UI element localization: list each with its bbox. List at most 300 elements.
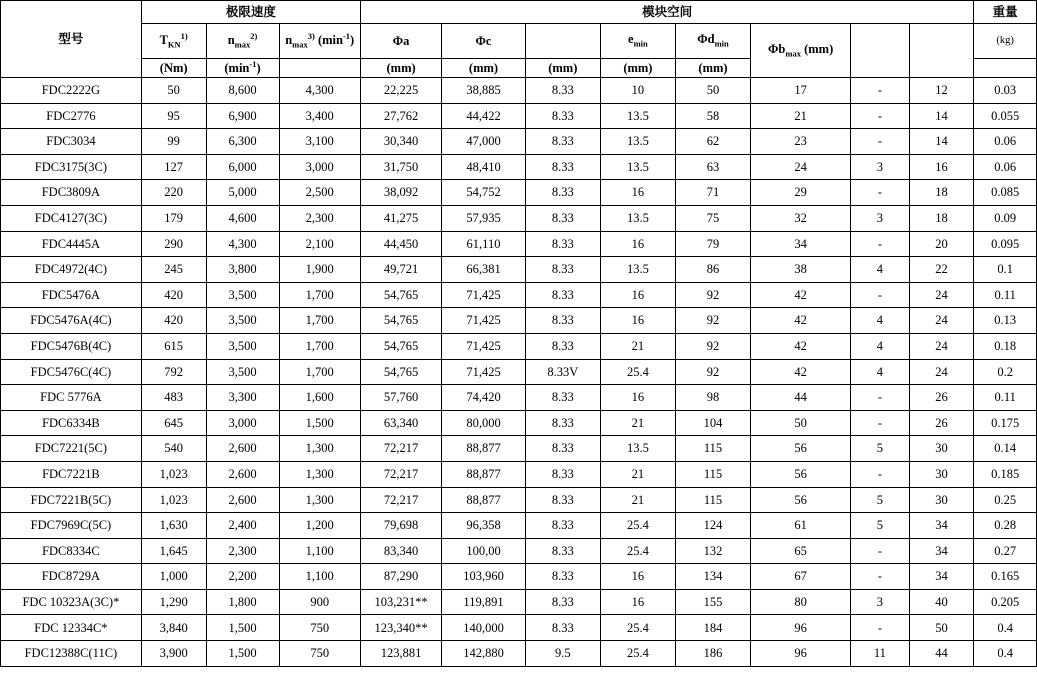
column-header-n-max-3: $n_{max}^{3)}$ $(\min^{-1})$ [279,24,360,59]
cell-weight: 0.14 [974,436,1037,462]
cell-phi-d-min: 186 [675,641,750,667]
cell-phi-b-max: 65 [751,538,851,564]
cell-n-max-3: 1,700 [279,308,360,334]
cell-phi-d-min: 63 [675,154,750,180]
table-row [1,154,1037,180]
cell-mm-col: 8.33 [525,103,600,129]
cell-phi-a: 38,092 [360,180,441,206]
cell-e-min: 16 [600,282,675,308]
cell-weight: 0.06 [974,129,1037,155]
cell-n-max-2: 2,200 [206,564,279,590]
cell-mm-col: 8.33 [525,180,600,206]
cell-phi-c: 103,960 [442,564,525,590]
cell-phi-c: 119,891 [442,589,525,615]
cell-n-max-3: 750 [279,641,360,667]
cell-phi-a: 79,698 [360,513,441,539]
cell-phi-b-max: 96 [751,641,851,667]
cell-phi-a: 54,765 [360,333,441,359]
cell-phi-d-min: 184 [675,615,750,641]
cell-unnamed-2: 30 [909,436,974,462]
cell-phi-d-min: 86 [675,257,750,283]
table-row [1,641,1037,667]
cell-phi-a: 103,231** [360,589,441,615]
cell-phi-b-max: 29 [751,180,851,206]
cell-phi-d-min: 115 [675,436,750,462]
cell-mm-col: 8.33 [525,461,600,487]
cell-n-max-2: 3,800 [206,257,279,283]
cell-n-max-3: 4,300 [279,78,360,104]
cell-model: FDC5476B(4C) [1,333,142,359]
cell-phi-d-min: 155 [675,589,750,615]
cell-unnamed-1: 5 [851,513,909,539]
cell-phi-a: 41,275 [360,205,441,231]
cell-t-kn: 1,645 [141,538,206,564]
cell-phi-c: 71,425 [442,333,525,359]
cell-unnamed-1: - [851,538,909,564]
cell-phi-c: 74,420 [442,385,525,411]
cell-e-min: 16 [600,564,675,590]
cell-e-min: 25.4 [600,513,675,539]
cell-n-max-2: 1,800 [206,589,279,615]
cell-unnamed-1: - [851,385,909,411]
cell-phi-d-min: 134 [675,564,750,590]
cell-unnamed-1: 4 [851,257,909,283]
cell-weight: 0.2 [974,359,1037,385]
cell-weight: 0.25 [974,487,1037,513]
cell-weight: 0.4 [974,641,1037,667]
cell-phi-c: 38,885 [442,78,525,104]
cell-e-min: 25.4 [600,538,675,564]
cell-phi-a: 72,217 [360,461,441,487]
cell-t-kn: 540 [141,436,206,462]
cell-e-min: 21 [600,410,675,436]
cell-phi-d-min: 92 [675,308,750,334]
cell-t-kn: 220 [141,180,206,206]
cell-phi-b-max: 34 [751,231,851,257]
cell-unnamed-1: - [851,78,909,104]
column-header-unnamed-1 [851,24,909,78]
cell-model: FDC3034 [1,129,142,155]
cell-phi-b-max: 42 [751,282,851,308]
cell-model: FDC7969C(5C) [1,513,142,539]
cell-unnamed-1: 3 [851,205,909,231]
cell-weight: 0.055 [974,103,1037,129]
cell-unnamed-2: 24 [909,359,974,385]
cell-n-max-3: 3,400 [279,103,360,129]
cell-model: FDC12388C(11C) [1,641,142,667]
table-row [1,564,1037,590]
cell-model: FDC8334C [1,538,142,564]
cell-phi-b-max: 42 [751,308,851,334]
table-row [1,513,1037,539]
cell-mm-col: 8.33 [525,513,600,539]
cell-t-kn: 645 [141,410,206,436]
cell-phi-d-min: 79 [675,231,750,257]
cell-phi-c: 142,880 [442,641,525,667]
cell-t-kn: 615 [141,333,206,359]
table-row [1,308,1037,334]
cell-e-min: 16 [600,385,675,411]
cell-phi-b-max: 17 [751,78,851,104]
cell-model: FDC7221(5C) [1,436,142,462]
cell-n-max-2: 2,600 [206,436,279,462]
cell-unnamed-2: 24 [909,308,974,334]
cell-t-kn: 420 [141,308,206,334]
cell-phi-b-max: 44 [751,385,851,411]
cell-phi-a: 44,450 [360,231,441,257]
cell-n-max-2: 1,500 [206,615,279,641]
cell-t-kn: 1,290 [141,589,206,615]
cell-mm-col: 8.33 [525,205,600,231]
cell-n-max-3: 1,500 [279,410,360,436]
cell-unnamed-1: 4 [851,359,909,385]
cell-phi-a: 87,290 [360,564,441,590]
column-header-model: 型号 [1,1,142,78]
cell-unnamed-2: 30 [909,461,974,487]
cell-phi-b-max: 32 [751,205,851,231]
cell-phi-b-max: 67 [751,564,851,590]
cell-unnamed-2: 16 [909,154,974,180]
cell-model: FDC3175(3C) [1,154,142,180]
cell-n-max-3: 1,100 [279,564,360,590]
cell-weight: 0.27 [974,538,1037,564]
cell-weight: 0.4 [974,615,1037,641]
cell-n-max-2: 6,900 [206,103,279,129]
cell-unnamed-2: 26 [909,385,974,411]
cell-phi-c: 61,110 [442,231,525,257]
cell-unnamed-1: - [851,615,909,641]
cell-t-kn: 245 [141,257,206,283]
cell-phi-d-min: 92 [675,359,750,385]
cell-phi-b-max: 50 [751,410,851,436]
group-header-speed-limit: 极限速度 [141,1,360,24]
cell-t-kn: 1,023 [141,461,206,487]
cell-phi-c: 71,425 [442,308,525,334]
cell-t-kn: 1,023 [141,487,206,513]
cell-mm-col: 8.33 [525,129,600,155]
column-header-mm-blank [525,24,600,59]
cell-n-max-2: 4,600 [206,205,279,231]
table-row [1,359,1037,385]
cell-weight: 0.205 [974,589,1037,615]
cell-unnamed-2: 50 [909,615,974,641]
unit-e-min: (mm) [600,59,675,78]
cell-model: FDC6334B [1,410,142,436]
cell-n-max-3: 1,700 [279,359,360,385]
cell-e-min: 21 [600,487,675,513]
table-header [1,1,1037,78]
cell-unnamed-1: - [851,282,909,308]
cell-phi-b-max: 21 [751,103,851,129]
cell-mm-col: 8.33 [525,487,600,513]
cell-mm-col: 8.33 [525,308,600,334]
cell-unnamed-2: 12 [909,78,974,104]
unit-t-kn: (Nm) [141,59,206,78]
cell-n-max-3: 750 [279,615,360,641]
table-row [1,129,1037,155]
cell-unnamed-1: - [851,103,909,129]
cell-unnamed-1: 3 [851,154,909,180]
cell-e-min: 16 [600,231,675,257]
column-header-phi-a: Φa [360,24,441,59]
column-header-phi-b-max: $\Phi b_{max}$ (mm) [751,24,851,78]
cell-weight: 0.28 [974,513,1037,539]
cell-phi-c: 88,877 [442,487,525,513]
cell-mm-col: 8.33 [525,436,600,462]
cell-model: FDC 10323A(3C)* [1,589,142,615]
cell-n-max-3: 1,300 [279,461,360,487]
cell-e-min: 10 [600,78,675,104]
cell-model: FDC4972(4C) [1,257,142,283]
cell-n-max-2: 2,300 [206,538,279,564]
cell-e-min: 13.5 [600,205,675,231]
cell-phi-b-max: 61 [751,513,851,539]
cell-phi-d-min: 98 [675,385,750,411]
unit-weight [974,59,1037,78]
cell-mm-col: 9.5 [525,641,600,667]
cell-phi-c: 100,00 [442,538,525,564]
cell-model: FDC2776 [1,103,142,129]
cell-phi-c: 140,000 [442,615,525,641]
cell-model: FDC2222G [1,78,142,104]
table-row [1,180,1037,206]
cell-e-min: 16 [600,308,675,334]
cell-weight: 0.06 [974,154,1037,180]
cell-n-max-2: 6,300 [206,129,279,155]
cell-weight: 0.09 [974,205,1037,231]
cell-model: FDC4445A [1,231,142,257]
cell-unnamed-2: 34 [909,538,974,564]
cell-e-min: 21 [600,461,675,487]
cell-unnamed-2: 22 [909,257,974,283]
cell-phi-c: 96,358 [442,513,525,539]
cell-model: FDC4127(3C) [1,205,142,231]
cell-t-kn: 1,000 [141,564,206,590]
cell-unnamed-2: 14 [909,129,974,155]
cell-mm-col: 8.33 [525,257,600,283]
column-header-phi-d-min: $\Phi d_{min}$ [675,24,750,59]
cell-phi-d-min: 71 [675,180,750,206]
cell-e-min: 16 [600,180,675,206]
cell-model: FDC3809A [1,180,142,206]
column-header-phi-c: Φc [442,24,525,59]
table-row [1,257,1037,283]
cell-unnamed-2: 44 [909,641,974,667]
group-header-module-space: 模块空间 [360,1,973,24]
cell-n-max-2: 3,500 [206,308,279,334]
cell-phi-b-max: 42 [751,333,851,359]
table-row [1,103,1037,129]
cell-unnamed-1: 5 [851,436,909,462]
cell-unnamed-2: 34 [909,564,974,590]
cell-model: FDC5476C(4C) [1,359,142,385]
cell-e-min: 16 [600,589,675,615]
cell-phi-c: 80,000 [442,410,525,436]
cell-phi-c: 44,422 [442,103,525,129]
table-row [1,589,1037,615]
cell-weight: 0.13 [974,308,1037,334]
cell-phi-b-max: 56 [751,436,851,462]
column-header-n-max-2: $n_{max}^{2)}$ [206,24,279,59]
table-body [1,78,1037,667]
cell-phi-b-max: 42 [751,359,851,385]
cell-phi-d-min: 92 [675,333,750,359]
group-header-weight: 重量 [974,1,1037,24]
cell-unnamed-1: - [851,231,909,257]
cell-n-max-3: 2,100 [279,231,360,257]
cell-mm-col: 8.33 [525,231,600,257]
cell-phi-b-max: 23 [751,129,851,155]
cell-unnamed-2: 18 [909,180,974,206]
cell-phi-c: 66,381 [442,257,525,283]
cell-phi-d-min: 75 [675,205,750,231]
cell-unnamed-1: - [851,129,909,155]
header-group-row [1,1,1037,24]
cell-unnamed-1: - [851,564,909,590]
cell-phi-a: 83,340 [360,538,441,564]
cell-phi-d-min: 115 [675,487,750,513]
cell-unnamed-1: - [851,461,909,487]
cell-phi-a: 22,225 [360,78,441,104]
cell-mm-col: 8.33 [525,410,600,436]
cell-unnamed-2: 18 [909,205,974,231]
cell-n-max-3: 3,100 [279,129,360,155]
cell-phi-a: 54,765 [360,359,441,385]
unit-phi-a: (mm) [360,59,441,78]
cell-phi-d-min: 115 [675,461,750,487]
cell-unnamed-1: - [851,180,909,206]
cell-n-max-2: 2,600 [206,487,279,513]
cell-mm-col: 8.33 [525,538,600,564]
table-row [1,385,1037,411]
unit-phi-d-min: (mm) [675,59,750,78]
cell-t-kn: 3,900 [141,641,206,667]
cell-unnamed-1: - [851,410,909,436]
cell-t-kn: 95 [141,103,206,129]
cell-phi-b-max: 56 [751,487,851,513]
cell-phi-d-min: 62 [675,129,750,155]
cell-phi-a: 123,340** [360,615,441,641]
cell-unnamed-2: 24 [909,333,974,359]
cell-t-kn: 792 [141,359,206,385]
cell-n-max-2: 2,400 [206,513,279,539]
column-header-weight-unit: (kg) [974,24,1037,59]
table-row [1,78,1037,104]
cell-n-max-2: 4,300 [206,231,279,257]
cell-mm-col: 8.33 [525,333,600,359]
cell-model: FDC7221B(5C) [1,487,142,513]
cell-n-max-3: 900 [279,589,360,615]
cell-n-max-3: 2,500 [279,180,360,206]
cell-unnamed-2: 34 [909,513,974,539]
cell-unnamed-2: 14 [909,103,974,129]
cell-unnamed-1: 5 [851,487,909,513]
cell-n-max-3: 1,300 [279,436,360,462]
cell-phi-a: 57,760 [360,385,441,411]
cell-phi-a: 72,217 [360,487,441,513]
cell-model: FDC5476A [1,282,142,308]
table-row [1,461,1037,487]
cell-weight: 0.18 [974,333,1037,359]
table-row [1,410,1037,436]
cell-mm-col: 8.33 [525,615,600,641]
cell-phi-c: 48,410 [442,154,525,180]
cell-weight: 0.095 [974,231,1037,257]
cell-unnamed-2: 30 [909,487,974,513]
cell-phi-c: 88,877 [442,461,525,487]
cell-e-min: 25.4 [600,641,675,667]
cell-n-max-3: 1,600 [279,385,360,411]
cell-phi-a: 49,721 [360,257,441,283]
cell-n-max-2: 5,000 [206,180,279,206]
cell-model: FDC7221B [1,461,142,487]
cell-e-min: 21 [600,333,675,359]
cell-n-max-3: 1,700 [279,282,360,308]
column-header-unnamed-2 [909,24,974,78]
cell-n-max-3: 1,700 [279,333,360,359]
table-row [1,436,1037,462]
unit-n-max-2: $(\min^{-1})$ [206,59,279,78]
cell-n-max-3: 1,300 [279,487,360,513]
cell-phi-a: 63,340 [360,410,441,436]
cell-model: FDC5476A(4C) [1,308,142,334]
unit-n-max-3 [279,59,360,78]
cell-phi-d-min: 50 [675,78,750,104]
cell-n-max-2: 2,600 [206,461,279,487]
cell-e-min: 25.4 [600,615,675,641]
cell-weight: 0.185 [974,461,1037,487]
header-sub-row [1,24,1037,59]
table-row [1,538,1037,564]
cell-t-kn: 420 [141,282,206,308]
cell-t-kn: 3,840 [141,615,206,641]
cell-phi-a: 54,765 [360,282,441,308]
cell-phi-d-min: 132 [675,538,750,564]
cell-n-max-3: 1,900 [279,257,360,283]
cell-weight: 0.1 [974,257,1037,283]
cell-phi-d-min: 124 [675,513,750,539]
table-row [1,615,1037,641]
cell-phi-c: 47,000 [442,129,525,155]
cell-t-kn: 127 [141,154,206,180]
cell-t-kn: 1,630 [141,513,206,539]
cell-phi-a: 30,340 [360,129,441,155]
unit-mm: (mm) [525,59,600,78]
cell-n-max-2: 1,500 [206,641,279,667]
table-row [1,282,1037,308]
cell-phi-b-max: 38 [751,257,851,283]
cell-n-max-2: 3,000 [206,410,279,436]
cell-phi-a: 54,765 [360,308,441,334]
cell-unnamed-2: 40 [909,589,974,615]
cell-unnamed-1: 11 [851,641,909,667]
cell-e-min: 13.5 [600,436,675,462]
cell-unnamed-1: 4 [851,333,909,359]
cell-t-kn: 50 [141,78,206,104]
cell-mm-col: 8.33V [525,359,600,385]
cell-unnamed-2: 20 [909,231,974,257]
cell-phi-c: 57,935 [442,205,525,231]
cell-t-kn: 179 [141,205,206,231]
cell-e-min: 13.5 [600,103,675,129]
cell-n-max-2: 3,500 [206,282,279,308]
cell-e-min: 25.4 [600,359,675,385]
cell-phi-c: 71,425 [442,282,525,308]
cell-phi-b-max: 24 [751,154,851,180]
table-row [1,487,1037,513]
cell-t-kn: 483 [141,385,206,411]
cell-phi-c: 54,752 [442,180,525,206]
